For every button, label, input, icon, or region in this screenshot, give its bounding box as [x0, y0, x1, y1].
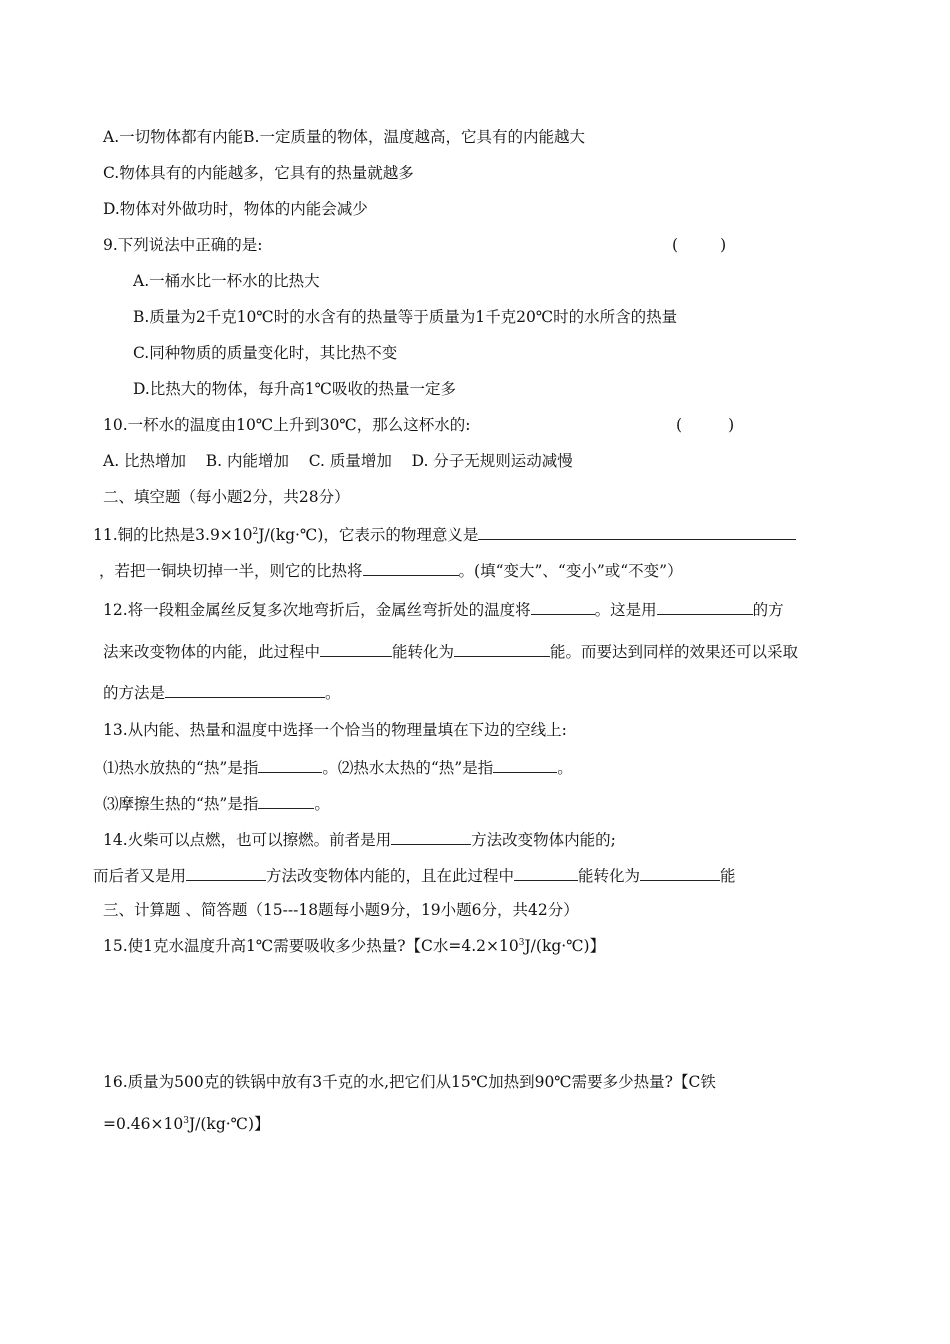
q12-text-h: 。 — [325, 684, 341, 702]
q15-text-b: J/(kg·℃)】 — [524, 937, 606, 955]
q12-blank-other-method[interactable] — [165, 681, 325, 698]
q13-text-c: 。 — [557, 759, 573, 777]
q16-exponent: 3 — [183, 1116, 189, 1126]
q14-blank-energy-from[interactable] — [514, 864, 578, 881]
q8-option-d: D.物体对外做功时，物体的内能会减少 — [103, 200, 368, 218]
q11-blank-change[interactable] — [363, 559, 459, 576]
q11-line1 — [93, 523, 796, 545]
q16-stem-cont — [103, 1114, 270, 1134]
q9-answer-paren[interactable] — [672, 235, 726, 255]
q11-line2 — [99, 559, 683, 581]
q8-option-b: B.一定质量的物体，温度越高，它具有的内能越大 — [243, 128, 585, 146]
q12-line2 — [103, 640, 798, 662]
q12-text-d: 法来改变物体的内能，此过程中 — [103, 643, 321, 661]
q14-text-f: 能 — [720, 867, 736, 885]
q14-line2 — [93, 864, 736, 886]
q8-option-a: A.一切物体都有内能 — [103, 128, 244, 146]
q13-stem: 13.从内能、热量和温度中选择一个恰当的物理量填在下边的空线上: — [103, 721, 567, 739]
q10-options: A. 比热增加 B. 内能增加 C. 质量增加 D. 分子无规则运动减慢 — [103, 452, 573, 470]
q12-text-a: 12.将一段粗金属丝反复多次地弯折后，金属丝弯折处的温度将 — [103, 601, 531, 619]
q16-text-b: =0.46×10 — [103, 1115, 184, 1133]
q13-blank-2[interactable] — [493, 756, 557, 773]
q11-text-c: ，若把一铜块切掉一半，则它的比热将 — [99, 562, 363, 580]
q13-text-a: ⑴热水放热的“热”是指 — [103, 759, 259, 777]
section2-title: 二、填空题（每小题2分，共28分） — [103, 488, 350, 506]
q9-stem: 9.下列说法中正确的是: — [103, 236, 263, 254]
q14-text-c: 而后者又是用 — [93, 867, 187, 885]
q8-option-ab — [103, 127, 585, 147]
paren-close: ) — [720, 236, 727, 254]
q13-line1 — [103, 756, 573, 778]
section3-title: 三、计算题 、简答题（15---18题每小题9分，19小题6分，共42分） — [103, 901, 579, 919]
q9-option-c: C.同种物质的质量变化时，其比热不变 — [133, 344, 398, 362]
q12-blank-energy-from[interactable] — [320, 640, 392, 657]
paren-open: ( — [676, 416, 683, 434]
q14-line1 — [103, 828, 616, 850]
q11-text-b: J/(kg·℃)，它表示的物理意义是 — [258, 526, 479, 544]
q8-option-c: C.物体具有的内能越多，它具有的热量就越多 — [103, 164, 414, 182]
q13-text-d: ⑶摩擦生热的“热”是指 — [103, 795, 259, 813]
q9-option-a: A.一桶水比一杯水的比热大 — [133, 272, 320, 290]
q10-stem: 10.一杯水的温度由10℃上升到30℃，那么这杯水的: — [103, 416, 471, 434]
q12-text-c: 的方 — [752, 601, 784, 619]
q11-text-d: 。(填“变大”、“变小”或“不变”） — [458, 562, 683, 580]
q12-text-g: 的方法是 — [103, 684, 166, 702]
q9-option-d: D.比热大的物体，每升高1℃吸收的热量一定多 — [133, 380, 457, 398]
q13-blank-1[interactable] — [258, 756, 322, 773]
q11-exponent: 2 — [252, 527, 259, 537]
paren-close: ) — [728, 416, 735, 434]
q14-text-a: 14.火柴可以点燃，也可以擦燃。前者是用 — [103, 831, 392, 849]
q12-line3 — [103, 681, 341, 703]
q13-text-e: 。 — [314, 795, 330, 813]
q13-blank-3[interactable] — [258, 792, 314, 809]
q12-blank-temperature[interactable] — [531, 598, 595, 615]
q11-blank-meaning[interactable] — [478, 523, 796, 540]
q11-text-a: 11.铜的比热是3.9×10 — [93, 526, 253, 544]
q10-answer-paren[interactable] — [676, 415, 734, 435]
q13-line2 — [103, 792, 330, 814]
q12-text-f: 能。而要达到同样的效果还可以采取 — [550, 643, 799, 661]
q15-text-a: 15.使1克水温度升高1℃需要吸收多少热量?【C水=4.2×10 — [103, 937, 519, 955]
paren-open: ( — [672, 236, 679, 254]
q16-stem: 16.质量为500克的铁锅中放有3千克的水,把它们从15℃加热到90℃需要多少热量?【C铁 — [103, 1073, 716, 1091]
q14-blank-method-2[interactable] — [186, 864, 266, 881]
q9-option-b: B.质量为2千克10℃时的水含有的热量等于质量为1千克20℃时的水所含的热量 — [133, 308, 678, 326]
q12-blank-method[interactable] — [657, 598, 753, 615]
q14-text-d: 方法改变物体内能的，且在此过程中 — [266, 867, 515, 885]
q14-text-b: 方法改变物体内能的; — [471, 831, 616, 849]
q14-blank-method-1[interactable] — [391, 828, 471, 845]
q12-blank-energy-to[interactable] — [454, 640, 550, 657]
q15-exponent: 3 — [518, 938, 525, 948]
q14-blank-energy-to[interactable] — [640, 864, 720, 881]
q12-text-e: 能转化为 — [392, 643, 455, 661]
q12-line1 — [103, 598, 784, 620]
q15-stem — [103, 936, 605, 956]
q16-text-c: J/(kg·℃)】 — [188, 1115, 270, 1133]
q13-text-b: 。⑵热水太热的“热”是指 — [322, 759, 494, 777]
q14-text-e: 能转化为 — [578, 867, 641, 885]
q12-text-b: 。这是用 — [594, 601, 657, 619]
